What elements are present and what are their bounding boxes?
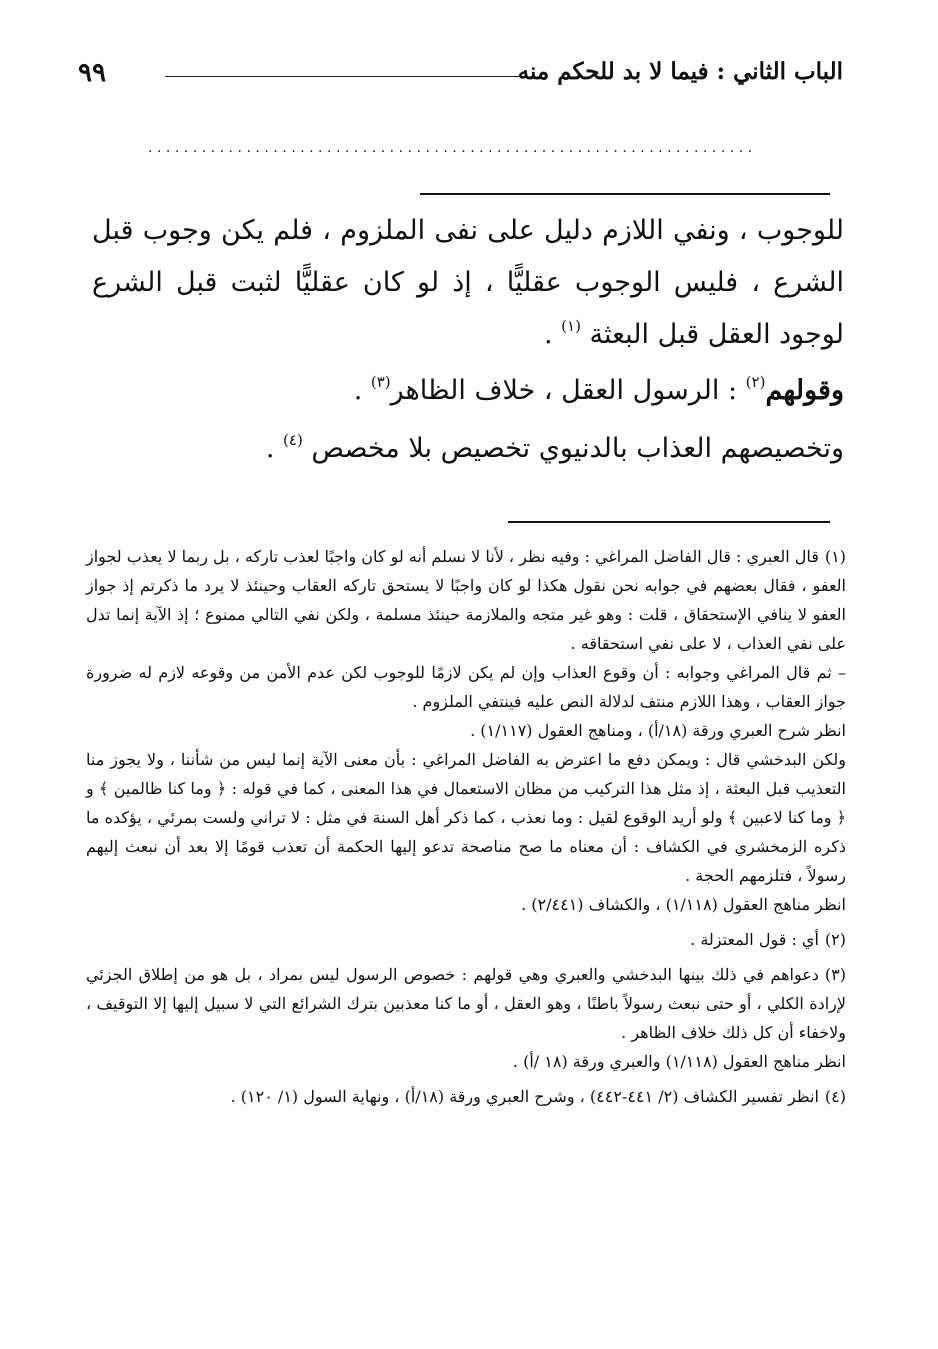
- line3-end: .: [265, 433, 284, 464]
- main-line-3: [92, 423, 844, 475]
- footnote-2: [86, 925, 846, 954]
- footnote-number: (١): [824, 547, 846, 566]
- page-number: ٩٩: [78, 58, 106, 88]
- footnote-text: انظر تفسير الكشاف (٢/ ٤٤١-٤٤٢) ، وشرح العبري ورقة (١٨/أ) ، ونهاية السول (١/ ١٢٠) .: [230, 1087, 819, 1106]
- footnote-number: (٣): [824, 965, 847, 984]
- line2-mid: : الرسول العقل ، خلاف الظاهر: [390, 375, 746, 406]
- line2-start: وقولهم: [765, 375, 844, 406]
- footnote-4: [86, 1082, 846, 1111]
- footnote-number: (٢): [824, 930, 846, 949]
- footnote-paragraph: [86, 542, 846, 658]
- chapter-title: الباب الثاني : فيما لا بد للحكم منه: [517, 58, 843, 85]
- footnote-ref: (١): [561, 317, 581, 335]
- footnote-3: [86, 960, 846, 1076]
- footnote-paragraph: ولكن البدخشي قال : ويمكن دفع ما اعترض به الفاضل المراغي : بأن معنى الآية إنما ليس من شأننا ، ولا يجوز منا التعذيب قبل البعثة ، إذ مثل هذا التركيب من مظان الاستعمال في هذا المعنى ، كما في قوله : ﴿ وما كنا ظالمين ﴾ و ﴿ وما كنا لاعبين ﴾ ولو أريد الوقوع لقيل : وما نعذب ، كما ذكر أهل السنة في مثل : لا تراني ولست بمرئي ، يؤكده ما ذكره الزمخشري في الكشاف : أن معناه ما صح مناصحة تدعو إليها الحكمة أن تعذب قومًا إلا بعد أن نبعث إليهم رسولاً ، فتلزمهم الحجة .: [86, 750, 847, 885]
- footnote-paragraph: [86, 925, 846, 954]
- footnote-1: [86, 542, 846, 919]
- footnote-paragraph: [86, 960, 846, 1047]
- footnote-rule: [508, 521, 830, 523]
- main-text: [92, 205, 844, 475]
- dotted-separator: ....................................................................: [148, 140, 757, 156]
- paragraph-end: .: [543, 319, 562, 350]
- footnote-number: (٤): [824, 1087, 846, 1106]
- footnote-paragraph: انظر مناهج العقول (١/١١٨) والعبري ورقة (١٨ /أ) .: [512, 1052, 846, 1071]
- line2-end: .: [353, 375, 371, 406]
- footnote-ref: (٢): [745, 373, 766, 391]
- footnote-ref: (٣): [370, 373, 391, 391]
- footnote-paragraph: [86, 1082, 846, 1111]
- top-rule: [420, 193, 830, 195]
- footnote-ref: (٤): [283, 431, 303, 449]
- footnotes: [86, 542, 846, 1117]
- footnote-text: أي : قول المعتزلة .: [690, 930, 819, 949]
- main-paragraph: [92, 205, 844, 361]
- footnote-paragraph: – ثم قال المراغي وجوابه : أن وقوع العذاب وإن لم يكن لازمًا للوجوب لكن عدم الأمن من وقوعه لازم له ضرورة جواز العقاب ، وهذا اللازم منتف لدلالة النص عليه فينتفي الملزوم .: [86, 663, 846, 711]
- paragraph-text: للوجوب ، ونفي اللازم دليل على نفى الملزوم ، فلم يكن وجوب قبل الشرع ، فليس الوجوب عقليًّا ، إذ لو كان عقليًّا لثبت قبل الشرع لوجود العقل قبل البعثة: [92, 215, 844, 350]
- footnote-paragraph: انظر مناهج العقول (١/١١٨) ، والكشاف (٢/٤٤١) .: [521, 895, 846, 914]
- line3-text: وتخصيصهم العذاب بالدنيوي تخصيص بلا مخصص: [311, 433, 844, 464]
- footnote-text: قال العبري : قال الفاضل المراغي : وفيه نظر ، لأنا لا نسلم أنه لو كان واجبًا لعذب تاركه ، بل ربما لا يعذب لجواز العفو ، فقال بعضهم في جوابه نحن نقول هكذا لو كان واجبًا لا يستحق تاركه العقاب وحينئذ لا يرد ما ذكرتم إذ جواز العفو لا ينافي الإستحقاق ، قلت : وهو غير متجه والملازمة حينئذ مسلمة ، ولكن نفي التالي ممنوع ؛ إذ الآية إنما تدل على نفي العذاب ، لا على نفي استحقاقه .: [86, 547, 846, 653]
- header-rule: [165, 76, 520, 77]
- footnote-paragraph: انظر شرح العبري ورقة (١٨/أ) ، ومناهج العقول (١/١١٧) .: [470, 721, 846, 740]
- footnote-text: دعواهم في ذلك بينها البدخشي والعبري وهي قولهم : خصوص الرسول ليس بمراد ، بل هو من إطلاق الجزئي لإرادة الكلي ، أو حتى نبعث رسولاً باطنًا ، وهو العقل ، أو ما كنا معذبين بترك الشرائع التي لا سبيل إليها إلا التوقيف ، ولاخفاء أن كل ذلك خلاف الظاهر .: [86, 965, 846, 1042]
- main-line-2: [92, 365, 844, 417]
